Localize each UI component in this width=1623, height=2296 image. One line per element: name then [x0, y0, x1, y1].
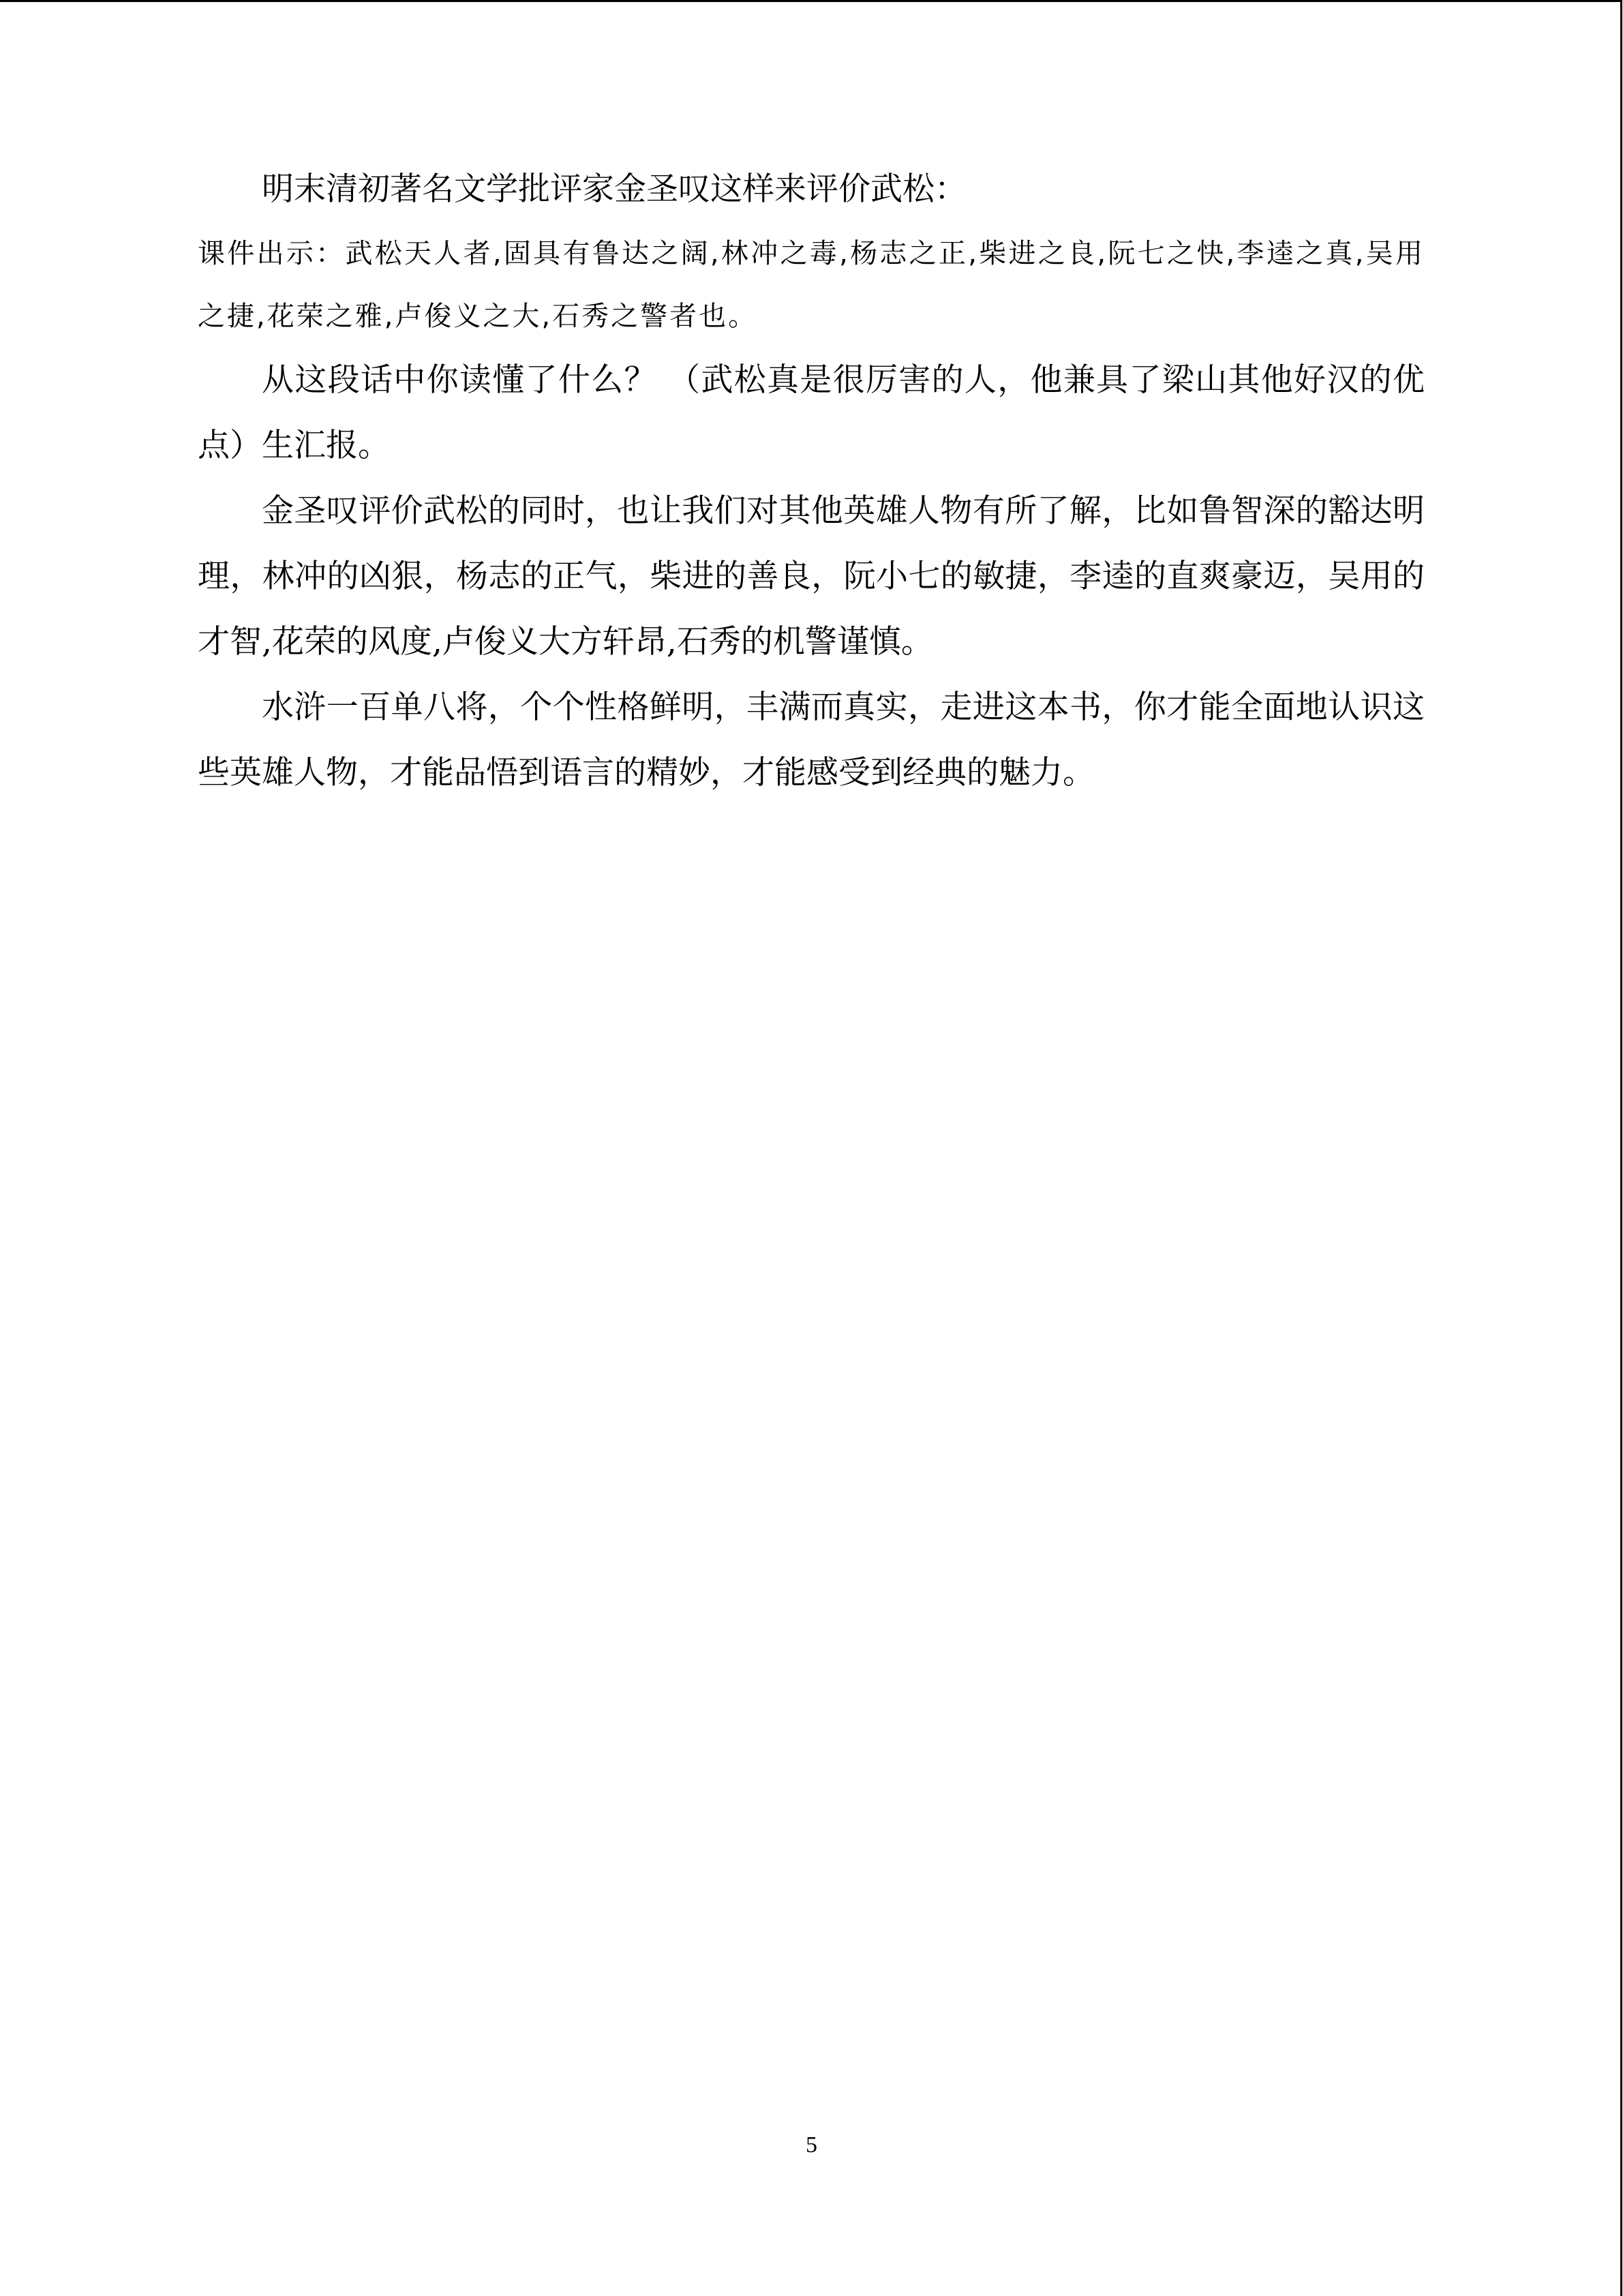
paragraph-conclusion: 水浒一百单八将，个个性格鲜明，丰满而真实，走进这本书，你才能全面地认识这些英雄人物，才能品悟到语言的精妙，才能感受到经典的魅力。: [198, 689, 1425, 791]
paragraph-question: 从这段话中你读懂了什么？ （武松真是很厉害的人，他兼具了梁山其他好汉的优点）生汇报。: [198, 361, 1425, 464]
paragraph-courseware-quote: 课件出示：武松天人者,固具有鲁达之阔,林冲之毒,杨志之正,柴进之良,阮七之快,李逵之真,吴用之捷,花荣之雅,卢俊义之大,石秀之警者也。: [198, 238, 1425, 332]
page-number: 5: [806, 2132, 817, 2158]
document-body: [198, 157, 1425, 806]
paragraph-heroes: 金圣叹评价武松的同时，也让我们对其他英雄人物有所了解，比如鲁智深的豁达明理，林冲的凶狠，杨志的正气，柴进的善良，阮小七的敏捷，李逵的直爽豪迈，吴用的才智,花荣的风度,卢俊义大方轩昂,石秀的机警谨慎。: [198, 492, 1425, 661]
paragraph-intro: 明末清初著名文学批评家金圣叹这样来评价武松：: [262, 170, 967, 208]
